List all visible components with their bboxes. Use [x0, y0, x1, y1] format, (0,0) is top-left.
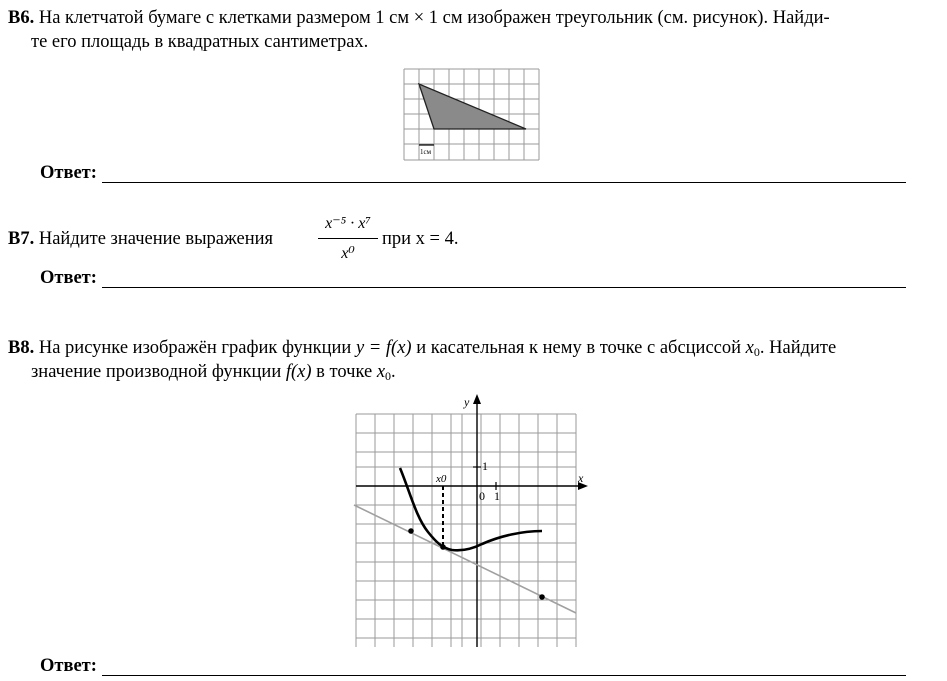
b7-numerator: x⁻⁵ · x⁷ [325, 215, 371, 232]
y-axis-arrow [473, 394, 481, 404]
b8-line2-x0: x [376, 362, 386, 382]
b7-answer-label: Ответ: [40, 268, 97, 288]
tangent-point-x0 [440, 544, 446, 550]
b8-answer-label: Ответ: [40, 656, 97, 676]
b8-line1-b: и касательная к нему в точке с абсциссой [416, 338, 742, 358]
b7-text-after: при x = 4. [382, 229, 459, 249]
b7-denominator: x⁰ [341, 245, 355, 262]
b7-text-before: Найдите значение выражения [38, 229, 274, 249]
b6-text-line2: те его площадь в квадратных сантиметрах. [31, 32, 369, 52]
b8-line2-a: значение производной функции [31, 362, 282, 382]
x0-label: x0 [436, 473, 447, 485]
b7-answer [40, 268, 906, 290]
b8-line1-x0: x [745, 338, 754, 358]
b6-answer-line[interactable] [102, 182, 906, 183]
b8-line2 [31, 362, 396, 384]
b8-line2-func: f(x) [285, 362, 312, 382]
x-tick-label: 1 [494, 489, 500, 503]
b8-line1-c: . Найдите [759, 338, 837, 358]
x-axis-label: x [578, 471, 584, 485]
b6-answer-label: Ответ: [40, 163, 97, 183]
b8-line2-x0-sub: 0 [385, 369, 392, 383]
b7-number: B7. [8, 229, 35, 249]
b7-line [8, 229, 273, 250]
b8-line2-b: в точке [316, 362, 373, 382]
b8-line1-func: y = f(x) [355, 338, 412, 358]
b7-fraction-bar [318, 238, 378, 239]
triangle-shape [419, 84, 526, 129]
b6-answer [40, 163, 906, 185]
tangent-point-right [539, 594, 545, 600]
b8-answer [40, 656, 906, 678]
b6-line1 [8, 8, 830, 29]
tangent-point-left [408, 528, 414, 534]
b8-line2-c: . [391, 362, 396, 382]
b8-line1 [8, 338, 836, 360]
b8-answer-line[interactable] [102, 675, 906, 676]
scale-label: 1см [420, 148, 432, 156]
b8-line1-a: На рисунке изображён график функции [38, 338, 352, 358]
b8-line1-x0-sub: 0 [753, 345, 760, 359]
b7-answer-line[interactable] [102, 287, 906, 288]
b6-text-line1: На клетчатой бумаге с клетками размером 1 см × 1 см изображен треугольник (см. рисунок). Найди- [38, 8, 830, 28]
b6-triangle-figure [402, 68, 544, 162]
b8-grid [356, 414, 576, 647]
origin-label: 0 [479, 489, 485, 503]
b8-number: B8. [8, 338, 35, 358]
b6-number: B6. [8, 8, 35, 28]
y-tick-label: 1 [482, 459, 488, 473]
b8-function-graph [352, 392, 588, 650]
y-axis-label: y [464, 395, 470, 409]
